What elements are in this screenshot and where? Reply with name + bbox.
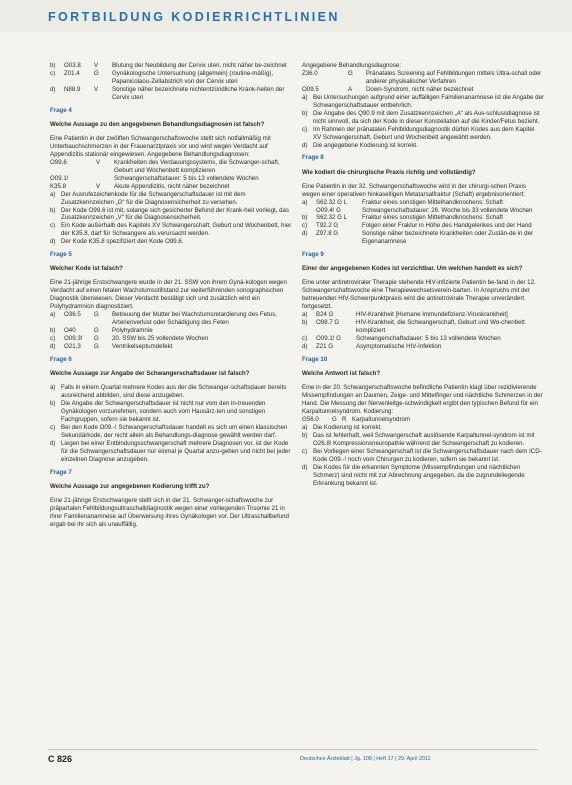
question-lead: Angegebene Behandlungsdiagnose: [302, 62, 402, 69]
icd-code: S62.32 G L [316, 214, 348, 222]
code-description: Folgen einer Fraktur in Höhe des Handgelenkes und der Hand [362, 222, 532, 230]
answer-letter: b) [50, 327, 56, 335]
code-row [302, 230, 544, 246]
icd-code: G56.0 [302, 416, 319, 424]
code-description: Sonstige näher bezeichnete Krankheiten oder Zustän-de in der Eigenanamnese [362, 230, 534, 246]
side-flag: R [342, 416, 347, 424]
code-description: Karpaltunnelsyndrom [352, 416, 411, 424]
code-description: Gynäkologische Untersuchung (allgemein) (routine-mäßig), Papanicolaou-Zellabstrich von der Cervix uteri [112, 69, 274, 85]
page-number: C 826 [48, 754, 73, 764]
question-number: Frage 10 [302, 356, 328, 364]
answer-letter: d) [302, 463, 308, 471]
code-row [302, 416, 544, 424]
diagnosis-flag [96, 175, 114, 183]
question-body: Eine Patientin in der zwölften Schwangerschaftswoche stellt sich notfallmäßig mit Unterbauchschmerzen in der Frauenarztpraxis vor und wird wegen Verdacht auf Appendizitis stationär eingewiesen. Angegebene Behandlungsdiagnosen: [50, 134, 271, 158]
code-description: Down-Syndrom, nicht näher bezeichnet [366, 85, 474, 93]
question-title: Welche Antwort ist falsch? [302, 370, 381, 378]
code-row [302, 199, 544, 207]
left-column [50, 62, 292, 529]
answer-text: Im Rahmen der pränatalen Fehlbildungsdiagnostik dürfen Kodes aus dem Kapitel XV Schwangerschaft, Geburt und Wochenbett angewählt werden. [313, 125, 535, 141]
answer-letter: c) [50, 222, 56, 230]
answer-option [50, 238, 292, 246]
answer-option [50, 207, 292, 223]
icd-code: S62.32 G L [316, 198, 348, 206]
diagnosis-flag: G [94, 343, 99, 351]
answer-option [302, 110, 544, 126]
answer-option [50, 222, 292, 238]
icd-code: Z36.0 [302, 69, 318, 77]
question-title: Welche Aussage zu den angegebenen Behandlungsdiagnosen ist falsch? [50, 120, 265, 128]
question-9 [302, 251, 544, 351]
answer-text: Das ist fehlerhaft, weil Schwangerschaft auslösende Karpaltunnel-syndrom ist mit O26.8! Kompressionsneuropathie während der Schwangerschaft zu kodieren. [313, 431, 535, 447]
code-row [50, 62, 292, 70]
code-row [50, 183, 292, 191]
code-row [302, 207, 544, 215]
answer-letter: a) [50, 190, 56, 198]
question-10 [302, 356, 544, 488]
code-description: Polyhydramnie [112, 327, 153, 335]
answer-letter: c) [50, 69, 56, 77]
answer-letter: c) [302, 125, 308, 133]
header-band [0, 0, 572, 32]
icd-code: O09.3! [64, 335, 83, 343]
code-description: Blutung der Neubildung der Cervix uteri, nicht näher be-zeichnet [112, 62, 287, 69]
code-description: 20. SSW bis 25 vollendete Wochen [112, 335, 209, 343]
journal-citation: Deutsches Ärzteblatt | Jg. 108 | Heft 17 | 29. April 2011 [300, 756, 431, 762]
right-column [302, 62, 544, 488]
icd-code: O09.5 [302, 85, 319, 93]
code-row [50, 335, 292, 343]
answer-text: Bei Vorliegen einer Schwangerschaft ist die Schwangerschaftsdauer nach dem ICD-Kode O09.-! noch vom Chirurgen zu kodieren, sofern sie bekannt ist. [313, 447, 542, 463]
code-row [50, 70, 292, 86]
answer-letter: d) [50, 343, 56, 351]
code-description: Akute Appendizitis, nicht näher bezeichnet [114, 182, 230, 190]
answer-text: Die Kodes für die erkannten Symptome (Missempfindungen und nächtlichen Schmerz) sind nicht mit zur Abrechnung angegeben, da die zugrundeliegende Erkrankung bekannt ist. [313, 463, 525, 487]
answer-text: Ein Kode außerhalb des Kapitels XV Schwangerschaft, Geburt und Wochenbett, hier der K35.8, darf für Schwangere als verursacht werden. [61, 222, 292, 238]
answer-text: Die Kodierung ist korrekt. [313, 424, 382, 432]
answer-text: Bei Untersuchungen aufgrund einer auffälligen Familienanamnese ist die Angabe der Schwangerschaftsdauer entbehrlich. [313, 93, 544, 109]
icd-code: O21.3 [64, 343, 81, 351]
answer-letter: b) [50, 206, 56, 214]
code-row [302, 343, 544, 351]
code-description: Pränatales Screening auf Fehlbildungen mittels Ultra-schall oder anderer physikalischer Verfahren [366, 69, 542, 85]
code-description: Schwangerschaftsdauer: 26. Woche bis 33 vollendete Wochen [362, 206, 533, 214]
question-number: Frage 8 [302, 154, 324, 162]
answer-letter: b) [50, 400, 56, 408]
question-title: Einer der angegebenen Kodes ist verzichtbar. Um welchen handelt es sich? [302, 265, 523, 273]
answer-text: Der Ausrufezeichenkode für die Schwangerschaftsdauer ist mit dem Zusatzkennzeichen „G“ für die Diagnosensicherheit zu versehen. [61, 190, 246, 206]
answer-letter: a) [302, 311, 308, 319]
code-row [302, 311, 544, 319]
answer-text: Der Kode K35.8 spezifiziert den Kode O99.6. [61, 238, 184, 246]
diagnosis-flag: V [94, 85, 99, 93]
diagnosis-flag: G [348, 69, 353, 77]
icd-code: O09.1! G [316, 335, 341, 343]
answer-option [302, 448, 544, 464]
answer-text: Die Angabe der Schwangerschaftsdauer ist nicht nur vom den in-treuenden Gynäkologen vorzunehmen, sondern auch vom Hausärz-ten und sonstigen Fachgruppen, sofern sie bekannt ist. [61, 400, 266, 424]
question-number: Frage 4 [50, 106, 72, 114]
code-row [50, 311, 292, 327]
answer-letter: c) [50, 424, 56, 432]
answer-letter: c) [302, 335, 308, 343]
question-body: Eine 21-jährige Erstschwangere wurde in der 21. SSW von ihrem Gynä-kologen wegen Verdacht auf einen fetalen Wachstumsstillstand zur weiterführenden sonographischen Diagnostik überwiesen. Dieser Verdacht bestätigt sich und zusätzlich wird ein Polyhydramnion diagnostiziert. [50, 279, 287, 311]
question-title: Welche Aussage zur Angabe der Schwangerschaftsdauer ist falsch? [50, 370, 250, 378]
code-row [302, 319, 544, 335]
icd-code: K35.8 [50, 182, 67, 190]
question-body: Eine Patientin in der 32. Schwangerschaftswoche wird in der chirurgi-schen Praxis wegen einer operativen hinkaselligen Metatarsalfraktur (Schaft) ergebnisorientiert: [302, 182, 526, 198]
question-number: Frage 5 [50, 251, 72, 259]
code-row [50, 175, 292, 183]
code-row [50, 327, 292, 335]
code-description: Schwangerschaftsdauer: 5 bis 13 vollendete Wochen [114, 174, 259, 182]
answer-option [302, 126, 544, 142]
question-number: Frage 7 [50, 468, 72, 476]
code-row [50, 343, 292, 351]
answer-option [302, 142, 544, 150]
code-description: Fraktur eines sonstigen Mittelhandknochens: Schaft [362, 198, 503, 206]
icd-code: O36.5 [64, 311, 81, 319]
diagnosis-flag: G [94, 327, 99, 335]
diagnosis-flag: V [96, 182, 101, 190]
question-body: Eine in der 20. Schwangerschaftswoche befindliche Patientin klagt über rezidivierende Missempfindungen an Daumen, Zeige- und Mittelfinger und nächtliche Schmerzen in der Hand. Die Messung der Nervenleitge-schwindigkeit ergibt den typischen Befund für ein Karpaltunnelsyndrom. Kodierung: [302, 384, 543, 416]
answer-letter: c) [50, 335, 56, 343]
icd-code: O09.4! G [316, 206, 341, 214]
icd-code: Z97.8 G [316, 230, 339, 238]
answer-letter: b) [302, 431, 308, 439]
question-6 [50, 356, 292, 464]
answer-letter: d) [50, 439, 56, 447]
question-5 [50, 251, 292, 351]
code-description: Ventrikelseptumdefekt [112, 343, 173, 351]
question-number: Frage 9 [302, 251, 324, 259]
question-8 [302, 154, 544, 246]
question-number: Frage 6 [50, 356, 72, 364]
code-description: Fraktur eines sonstigen Mittelhandknochens: Schaft [362, 214, 503, 222]
answer-option [302, 464, 544, 488]
question-7 [50, 469, 292, 529]
answer-option [50, 440, 292, 464]
diagnosis-flag: G [94, 335, 99, 343]
icd-code: O03.8 [64, 62, 81, 69]
answer-letter: d) [50, 238, 56, 246]
icd-code: O98.7 G [316, 319, 340, 327]
code-row [50, 159, 292, 175]
icd-code: T92.2 G [316, 222, 339, 230]
code-description: Schwangerschaftsdauer: 5 bis 13 vollendete Wochen [356, 335, 501, 343]
answer-option [50, 400, 292, 424]
answer-text: Der Kode O99.6 ist mit, solange sich gesicherter Befund der Krank-heit vorliegt, das Zusatzkennzeichen „V“ für die Diagnosensicherheit. [61, 206, 290, 222]
footer-divider [48, 749, 538, 750]
code-description: HIV-Krankheit, die Schwangerschaft, Geburt und Wo-chenbett kompliziert [356, 319, 525, 335]
page-header-title: FORTBILDUNG KODIERRICHTLINIEN [48, 10, 340, 24]
code-row [302, 86, 544, 94]
icd-code: O99.6 [50, 158, 67, 166]
question-body: Eine unter antiretroviraler Therapie stehende HIV-infizierte Patientin be-fand in der 12. Schwangerschaftswoche eine Therapiewechselsverein-barten. In Anspruchs mit der betreuenden HIV-Schwerpunktpraxis wird die antiretrovirale Therapie unverändert fortgesetzt. [302, 279, 536, 311]
answer-letter: b) [302, 214, 308, 222]
answer-option [50, 424, 292, 440]
answer-letter [302, 207, 316, 215]
code-description: Asymptomatische HIV-Infektion [356, 343, 442, 351]
code-description: Betreuung der Mutter bei Wachstumsretardierung des Fetus, Arterienverlust oder Schädigung des Feten [112, 311, 277, 327]
answer-text: Die angegebene Kodierung ist korrekt. [313, 141, 418, 149]
icd-code: O09.1! [50, 174, 69, 182]
answer-option [302, 432, 544, 448]
icd-code: Z01.4 [64, 69, 80, 77]
answer-option [302, 94, 544, 110]
answer-letter: a) [302, 93, 308, 101]
diagnosis-flag: V [96, 158, 101, 166]
diagnosis-flag: A [348, 85, 353, 93]
answer-letter: d) [50, 85, 56, 93]
answer-text: Liegen bei einer Entbindungsschwangerschaft mehrere Diagnosen vor, ist der Kode für die Schwangerschaftsdauer nur einmal je Quartal anzu-geben und nicht bei jeder einzelnen Diagnose anzugeben. [61, 439, 291, 463]
code-row [302, 335, 544, 343]
diagnosis-flag: G [332, 416, 337, 424]
code-row [50, 86, 292, 102]
code-row [302, 214, 544, 222]
answer-text: Die Angabe des Q90.9 mit dem Zusatzkennzeichen „A“ als Aus-schlussdiagnose ist nicht sinnvoll, da sich der Kode in dieser Konstellation auf die Kinder/Fetus bezieht. [313, 109, 540, 125]
answer-letter: a) [302, 198, 308, 206]
diagnosis-flag: V [94, 62, 99, 69]
answer-letter: d) [302, 141, 308, 149]
code-row [302, 70, 544, 86]
intro-code-list [50, 62, 292, 102]
answer-option [50, 384, 292, 400]
code-description: Sonstige näher bezeichnete nichtentzündliche Krank-heiten der Cervix uteri [112, 85, 285, 101]
answer-letter: d) [302, 343, 308, 351]
diagnosis-flag: G [94, 69, 99, 77]
answer-letter: c) [302, 447, 308, 455]
answer-letter: b) [302, 109, 308, 117]
answer-text: Bei den Kode O09.-! Schwangerschaftsdauer handelt es sich um einen klassischen Sekundärkode, der nicht allein als Behandlungs-diagnose gewählt werden darf. [61, 424, 288, 439]
question-body: Eine 21-jährige Erstschwangere stellt sich in der 21. Schwanger-schaftswoche zur präpartalen Fehlbildungsultraschalldiagnostik wegen einer vorliegenden Trisomie 21 in ihrer Familienanamnese auf Überweisung ihres Gynäkologen vor. Der Ultraschallbefund ergab bei ihr sich als unauffällig. [50, 496, 289, 528]
icd-code: N88.9 [64, 85, 81, 93]
answer-letter: a) [302, 424, 308, 432]
code-description: Krankheiten des Verdauungssystems, die Schwanger-schaft, Geburt und Wochenbett komplizieren [114, 158, 280, 174]
answer-letter: b) [302, 319, 308, 327]
answer-letter: a) [50, 311, 56, 319]
code-row [302, 222, 544, 230]
answer-option [302, 424, 544, 432]
icd-code: B24 G [316, 311, 334, 319]
answer-text: Falls in einem Quartal mehrere Kodes aus der die Schwanger-schaftsdauer bereits ausreichend abbilden, sind diese anzugeben. [61, 384, 287, 400]
answer-option [50, 191, 292, 207]
diagnosis-flag: G [94, 311, 99, 319]
question-title: Welche Aussage zur angegebenen Kodierung trifft zu? [50, 482, 210, 490]
answer-letter: a) [50, 384, 56, 392]
icd-code: O40 [64, 327, 76, 335]
code-description: HIV-Krankheit [Humane Immundefizienz-Viruskrankheit] [356, 311, 508, 319]
question-title: Welcher Kode ist falsch? [50, 265, 123, 273]
answer-letter: c) [302, 222, 308, 230]
answer-letter: b) [50, 62, 56, 69]
icd-code: Z21 G [316, 343, 334, 351]
question-title: Wie kodiert die chirurgische Praxis richtig und vollständig? [302, 168, 476, 176]
answer-letter: d) [302, 230, 308, 238]
question-4 [50, 107, 292, 247]
